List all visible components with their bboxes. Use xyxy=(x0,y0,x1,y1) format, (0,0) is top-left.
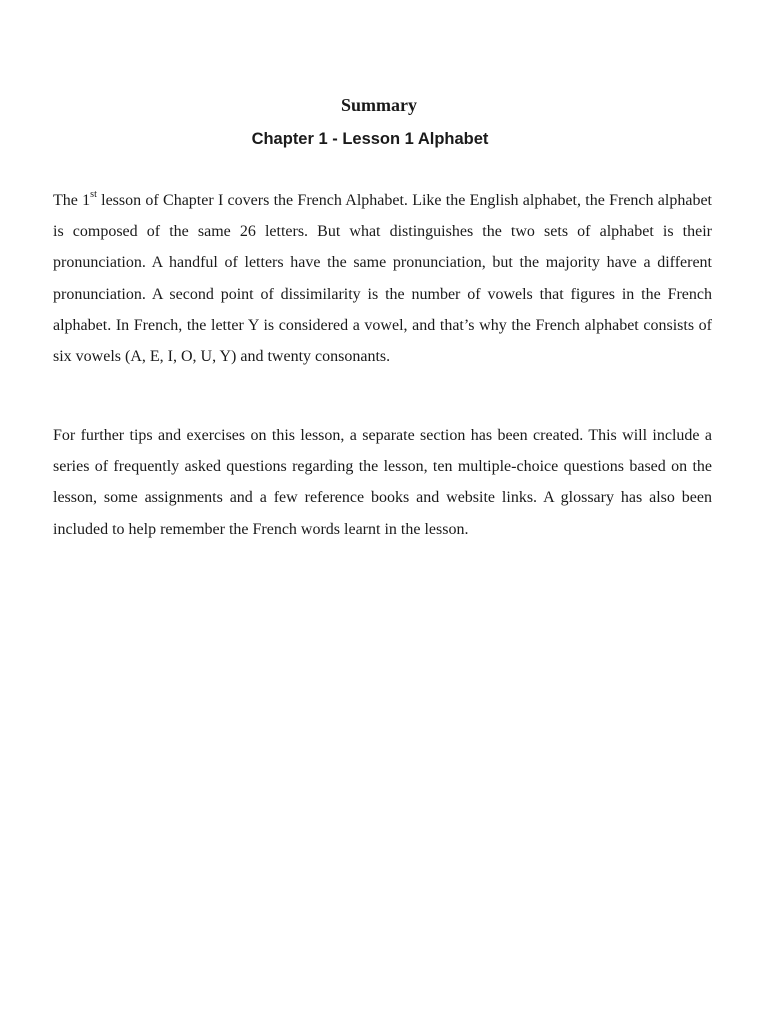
summary-paragraph-1 xyxy=(53,185,712,372)
ordinal-superscript: st xyxy=(90,188,97,200)
paragraph-1-lead: The 1 xyxy=(53,192,91,209)
document-title: Summary xyxy=(341,95,417,115)
summary-paragraph-2: For further tips and exercises on this lesson, a separate section has been created. This will include a series of frequently asked questions regarding the lesson, ten multiple-choice questions based on the lesson, some assignments and a few reference books and website links. A glossary has also been included to help remember the French words learnt in the lesson. xyxy=(53,427,712,538)
chapter-heading: Chapter 1 - Lesson 1 Alphabet xyxy=(251,130,489,148)
paragraph-1-body: lesson of Chapter I covers the French Alphabet. Like the English alphabet, the French alphabet is composed of the same 26 letters. But what distinguishes the two sets of alphabet is their pronunciation. A handful of letters have the same pronunciation, but the majority have a different pronunciation. A second point of dissimilarity is the number of vowels that figures in the French alphabet. In French, the letter Y is considered a vowel, and that’s why the French alphabet consists of six vowels (A, E, I, O, U, Y) and twenty consonants. xyxy=(53,192,713,366)
